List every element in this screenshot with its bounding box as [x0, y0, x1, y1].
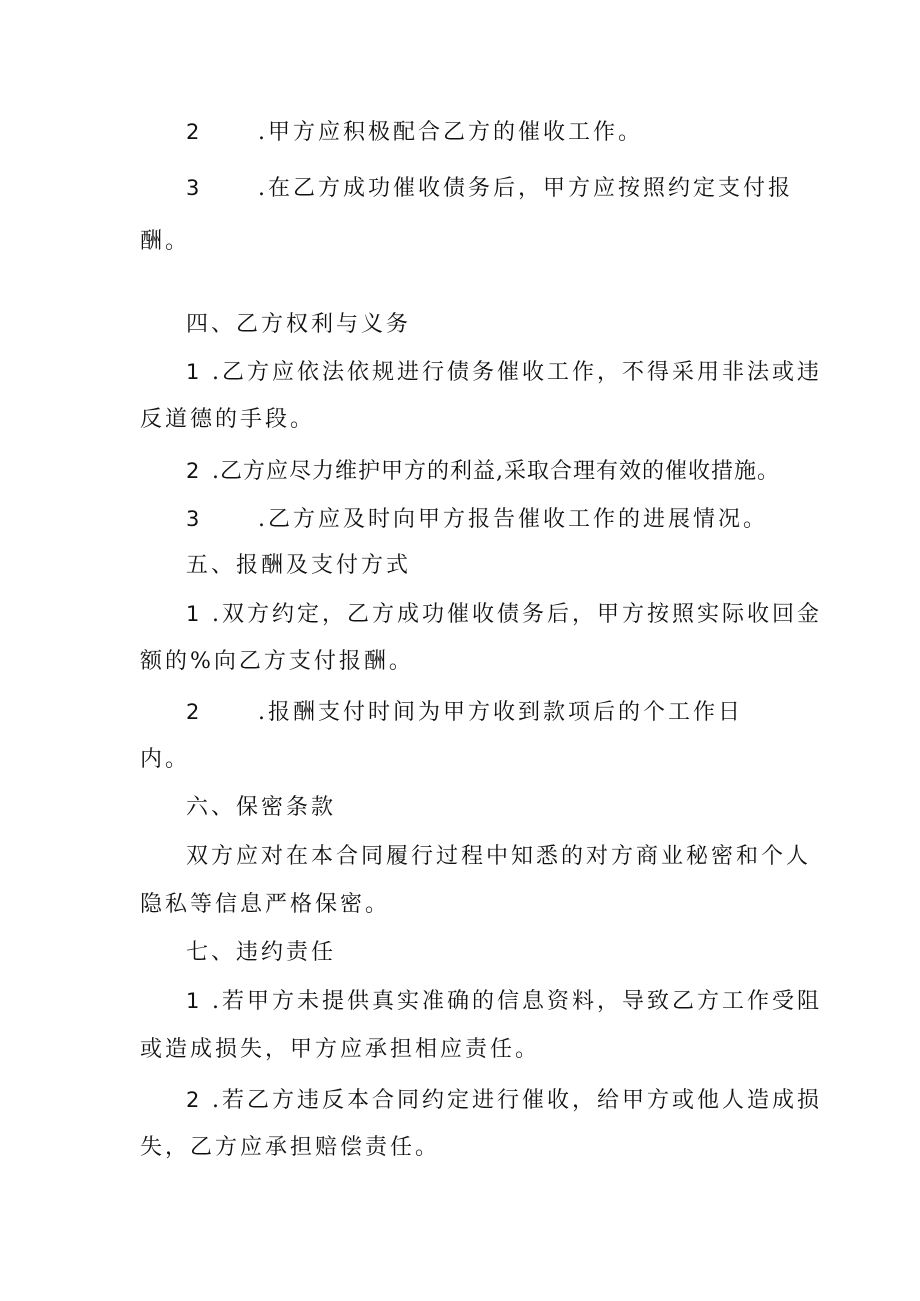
- clause-number: 3: [186, 176, 200, 200]
- clause-7-1-continued: [140, 1036, 540, 1064]
- clause-4-1-continued: [140, 406, 315, 434]
- clause-5-1-continued: [140, 648, 414, 676]
- clause-text: .双方约定，乙方成功催收债务后，甲方按照实际收回金: [212, 602, 822, 627]
- clause-3-3: [186, 174, 793, 203]
- clause-number: 2: [186, 1088, 200, 1112]
- section-heading-5: [186, 552, 411, 580]
- clause-text: .报酬支付时间为甲方收到款项后的个工作日: [258, 700, 743, 725]
- section-heading-7: [186, 939, 336, 967]
- clause-3-2: [186, 118, 643, 147]
- clause-text: 酬。: [140, 229, 191, 254]
- section-title: 五、报酬及支付方式: [186, 553, 412, 578]
- clause-text: .若甲方未提供真实准确的信息资料，导致乙方工作受阻: [212, 989, 822, 1014]
- section-title: 七、违约责任: [186, 940, 337, 965]
- clause-text: 额的%向乙方支付报酬。: [140, 649, 414, 674]
- clause-text: 失，乙方应承担赔偿责任。: [140, 1135, 441, 1160]
- section-title: 四、乙方权利与义务: [186, 312, 412, 337]
- clause-7-1: [186, 987, 822, 1016]
- clause-text: .乙方应及时向甲方报告催收工作的进展情况。: [258, 507, 768, 532]
- section-heading-6: [186, 794, 336, 822]
- clause-text: 或造成损失，甲方应承担相应责任。: [140, 1037, 541, 1062]
- section-heading-4: [186, 311, 411, 339]
- confidentiality-paragraph-continued: [140, 891, 390, 919]
- clause-number: 1: [186, 989, 200, 1013]
- clause-number: 2: [186, 459, 200, 483]
- clause-number: 2: [186, 700, 200, 724]
- clause-number: 2: [186, 120, 200, 144]
- clause-7-2: [186, 1086, 822, 1115]
- clause-text: .乙方应尽力维护甲方的利益,采取合理有效的催收措施。: [212, 459, 780, 484]
- clause-text: 反道德的手段。: [140, 407, 316, 432]
- clause-4-2: [186, 457, 780, 486]
- clause-4-1: [186, 358, 822, 387]
- clause-5-2: [186, 698, 743, 727]
- clause-number: 1: [186, 602, 200, 626]
- paragraph-text: 双方应对在本合同履行过程中知悉的对方商业秘密和个人: [186, 844, 812, 869]
- clause-number: 3: [186, 507, 200, 531]
- clause-text: .若乙方违反本合同约定进行催收，给甲方或他人造成损: [212, 1088, 822, 1113]
- clause-4-3: [186, 505, 768, 534]
- clause-text: .乙方应依法依规进行债务催收工作，不得采用非法或违: [212, 360, 822, 385]
- clause-text: 内。: [140, 747, 191, 772]
- section-title: 六、保密条款: [186, 795, 337, 820]
- clause-5-1: [186, 600, 822, 629]
- clause-3-3-continued: [140, 228, 190, 256]
- clause-text: .在乙方成功催收债务后，甲方应按照约定支付报: [258, 176, 793, 201]
- clause-number: 1: [186, 360, 200, 384]
- paragraph-text: 隐私等信息严格保密。: [140, 892, 391, 917]
- clause-7-2-continued: [140, 1134, 440, 1162]
- confidentiality-paragraph: [186, 843, 811, 871]
- clause-text: .甲方应积极配合乙方的催收工作。: [258, 120, 643, 145]
- clause-5-2-continued: [140, 746, 190, 774]
